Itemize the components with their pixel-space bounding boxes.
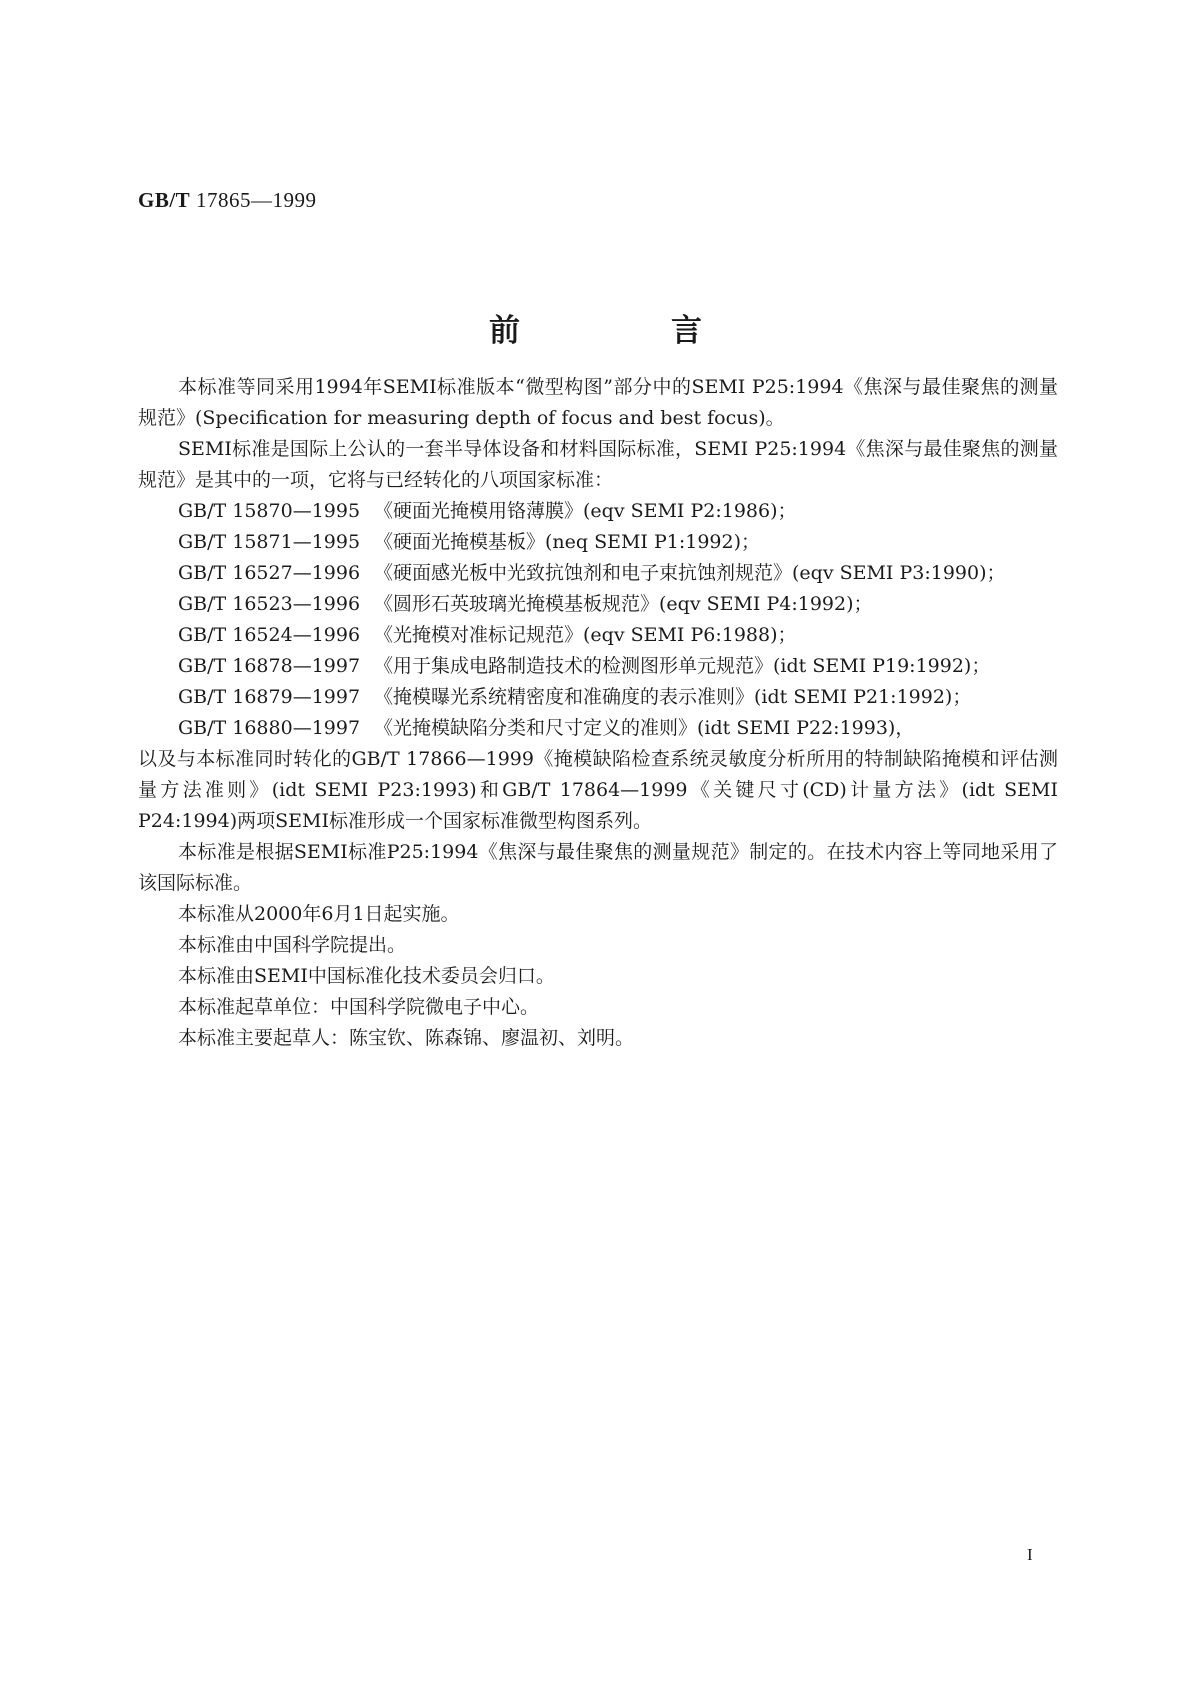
list-item <box>138 558 1058 589</box>
paragraph-basis: 本标准是根据SEMI标准P25:1994《焦深与最佳聚焦的测量规范》制定的。在技术内容上等同地采用了该国际标准。 <box>138 841 1058 894</box>
list-item <box>138 682 1058 713</box>
reference-title: 《硬面光掩模用铬薄膜》(eqv SEMI P2:1986)； <box>374 500 797 522</box>
list-item <box>138 713 1058 744</box>
standard-code-year: 1999 <box>272 188 317 212</box>
standard-code-prefix: GB/T <box>138 188 191 212</box>
foreword-body <box>138 372 1058 1054</box>
list-item <box>138 651 1058 682</box>
paragraph-drafters: 本标准主要起草人：陈宝钦、陈森锦、廖温初、刘明。 <box>178 1027 635 1049</box>
reference-code: GB/T 16524—1996 <box>178 624 361 646</box>
standard-code <box>138 188 316 213</box>
list-item <box>138 620 1058 651</box>
list-item <box>138 496 1058 527</box>
reference-code: GB/T 16879—1997 <box>178 686 361 708</box>
reference-code: GB/T 16880—1997 <box>178 717 361 739</box>
paragraph-adoption: 本标准等同采用1994年SEMI标准版本“微型构图”部分中的SEMI P25:1994《焦深与最佳聚焦的测量规范》(Specification for measuring depth of focus and best focus)。 <box>138 376 1058 429</box>
paragraph-drafting-unit: 本标准起草单位：中国科学院微电子中心。 <box>178 996 540 1018</box>
reference-code: GB/T 16878—1997 <box>178 655 361 677</box>
page-title: 前 言 <box>489 313 762 349</box>
page-number: I <box>1027 1545 1033 1564</box>
paragraph-series: 以及与本标准同时转化的GB/T 17866—1999《掩模缺陷检查系统灵敏度分析所用的特制缺陷掩模和评估测量方法准则》(idt SEMI P23:1993)和GB/T 17864—1999《关键尺寸(CD)计量方法》(idt SEMI P24:1994)两项SEMI标准形成一个国家标准微型构图系列。 <box>138 748 1058 832</box>
reference-list <box>138 496 1058 744</box>
reference-title: 《用于集成电路制造技术的检测图形单元规范》(idt SEMI P19:1992)； <box>374 655 991 677</box>
standard-code-number: 17865 <box>195 188 251 212</box>
list-item <box>138 527 1058 558</box>
reference-code: GB/T 15871—1995 <box>178 531 361 553</box>
reference-title: 《圆形石英玻璃光掩模基板规范》(eqv SEMI P4:1992)； <box>374 593 873 615</box>
list-item <box>138 589 1058 620</box>
reference-code: GB/T 16523—1996 <box>178 593 361 615</box>
reference-title: 《硬面感光板中光致抗蚀剂和电子束抗蚀剂规范》(eqv SEMI P3:1990)； <box>374 562 1006 584</box>
reference-title: 《光掩模对准标记规范》(eqv SEMI P6:1988)； <box>374 624 797 646</box>
paragraph-committee: 本标准由SEMI中国标准化技术委员会归口。 <box>178 965 555 987</box>
reference-title: 《掩模曝光系统精密度和准确度的表示准则》(idt SEMI P21:1992)； <box>374 686 972 708</box>
reference-title: 《硬面光掩模基板》(neq SEMI P1:1992)； <box>374 531 761 553</box>
standard-code-dash: — <box>250 188 273 212</box>
paragraph-semi-intro: SEMI标准是国际上公认的一套半导体设备和材料国际标准，SEMI P25:1994《焦深与最佳聚焦的测量规范》是其中的一项，它将与已经转化的八项国家标准： <box>138 438 1058 491</box>
reference-title: 《光掩模缺陷分类和尺寸定义的准则》(idt SEMI P22:1993)， <box>374 717 915 739</box>
paragraph-proposer: 本标准由中国科学院提出。 <box>178 934 407 956</box>
paragraph-effective-date: 本标准从2000年6月1日起实施。 <box>178 903 460 925</box>
reference-code: GB/T 15870—1995 <box>178 500 361 522</box>
reference-code: GB/T 16527—1996 <box>178 562 361 584</box>
